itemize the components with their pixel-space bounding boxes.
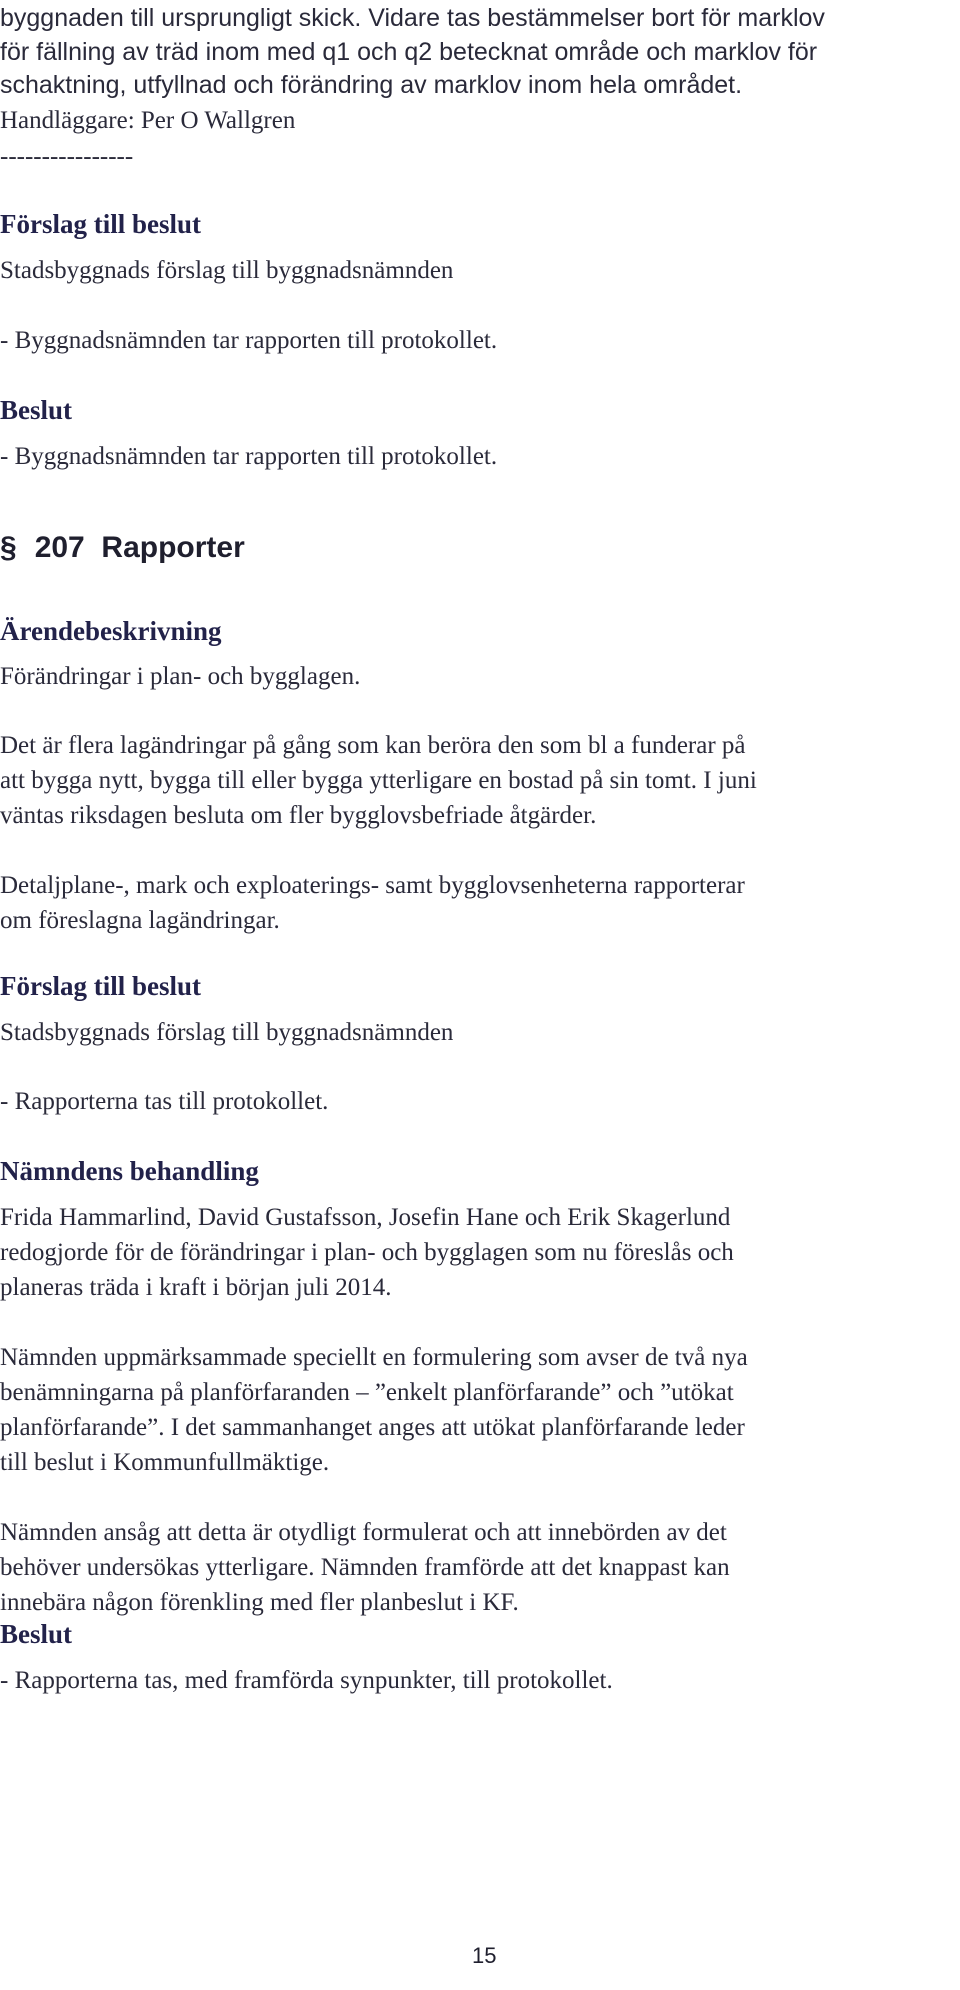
prev-beslut-heading: Beslut: [0, 395, 73, 425]
prev-forslag-heading: Förslag till beslut: [0, 209, 201, 239]
prev-beslut-text: - Byggnadsnämnden tar rapporten till protokollet.: [0, 443, 498, 470]
arende-paragraph-1: [0, 728, 950, 833]
intro-line: för fällning av träd inom med q1 och q2 betecknat område och marklov för: [0, 37, 818, 66]
arende-subject: Förändringar i plan- och bygglagen.: [0, 663, 361, 690]
text-line: redogjorde för de förändringar i plan- och bygglagen som nu föreslås och: [0, 1239, 734, 1266]
text-line: till beslut i Kommunfullmäktige.: [0, 1449, 330, 1476]
text-line: planförfarande”. I det sammanhanget anges att utökat planförfarande leder: [0, 1414, 745, 1441]
prev-forslag-text: - Byggnadsnämnden tar rapporten till protokollet.: [0, 327, 498, 354]
text-line: Nämnden uppmärksammade speciellt en formulering som avser de två nya: [0, 1344, 748, 1371]
text-line: att bygga nytt, bygga till eller bygga ytterligare en bostad på sin tomt. I juni: [0, 767, 757, 794]
text-line: behöver undersökas ytterligare. Nämnden framförde att det knappast kan: [0, 1554, 730, 1581]
prev-forslag-source: Stadsbyggnads förslag till byggnadsnämnden: [0, 257, 454, 284]
arende-paragraph-2: [0, 868, 950, 938]
text-line: Frida Hammarlind, David Gustafsson, Josefin Hane och Erik Skagerlund: [0, 1204, 731, 1231]
text-line: benämningarna på planförfaranden – ”enkelt planförfarande” och ”utökat: [0, 1379, 734, 1406]
behandling-paragraph-1: [0, 1200, 950, 1305]
forslag-text: - Rapporterna tas till protokollet.: [0, 1088, 329, 1115]
text-line: väntas riksdagen besluta om fler bygglovsbefriade åtgärder.: [0, 802, 597, 829]
forslag-source: Stadsbyggnads förslag till byggnadsnämnden: [0, 1019, 454, 1046]
text-line: om föreslagna lagändringar.: [0, 907, 280, 934]
text-line: planeras träda i kraft i början juli 2014.: [0, 1274, 392, 1301]
behandling-heading: Nämndens behandling: [0, 1156, 259, 1186]
intro-paragraph: [0, 2, 950, 103]
intro-line: schaktning, utfyllnad och förändring av marklov inom hela området.: [0, 71, 743, 99]
page-number: 15: [472, 1943, 497, 1968]
text-line: Detaljplane-, mark och exploaterings- samt bygglovsenheterna rapporterar: [0, 872, 745, 899]
section-symbol: §: [0, 531, 17, 564]
behandling-paragraph-2: [0, 1340, 950, 1480]
text-line: Nämnden ansåg att detta är otydligt formulerat och att innebörden av det: [0, 1519, 727, 1546]
behandling-paragraph-3: [0, 1515, 950, 1620]
forslag-heading: Förslag till beslut: [0, 971, 201, 1001]
text-line: innebära någon förenkling med fler planbeslut i KF.: [0, 1589, 519, 1616]
arende-heading: Ärendebeskrivning: [0, 616, 222, 646]
separator-line: ----------------: [0, 143, 134, 170]
beslut-text: - Rapporterna tas, med framförda synpunkter, till protokollet.: [0, 1667, 613, 1694]
text-line: Det är flera lagändringar på gång som kan beröra den som bl a funderar på: [0, 732, 746, 759]
intro-line: byggnaden till ursprungligt skick. Vidare tas bestämmelser bort för marklov: [0, 4, 825, 32]
beslut-heading: Beslut: [0, 1619, 73, 1649]
section-heading: [0, 528, 245, 568]
handlaggare-line: Handläggare: Per O Wallgren: [0, 107, 296, 134]
section-title: 207 Rapporter: [34, 531, 245, 564]
